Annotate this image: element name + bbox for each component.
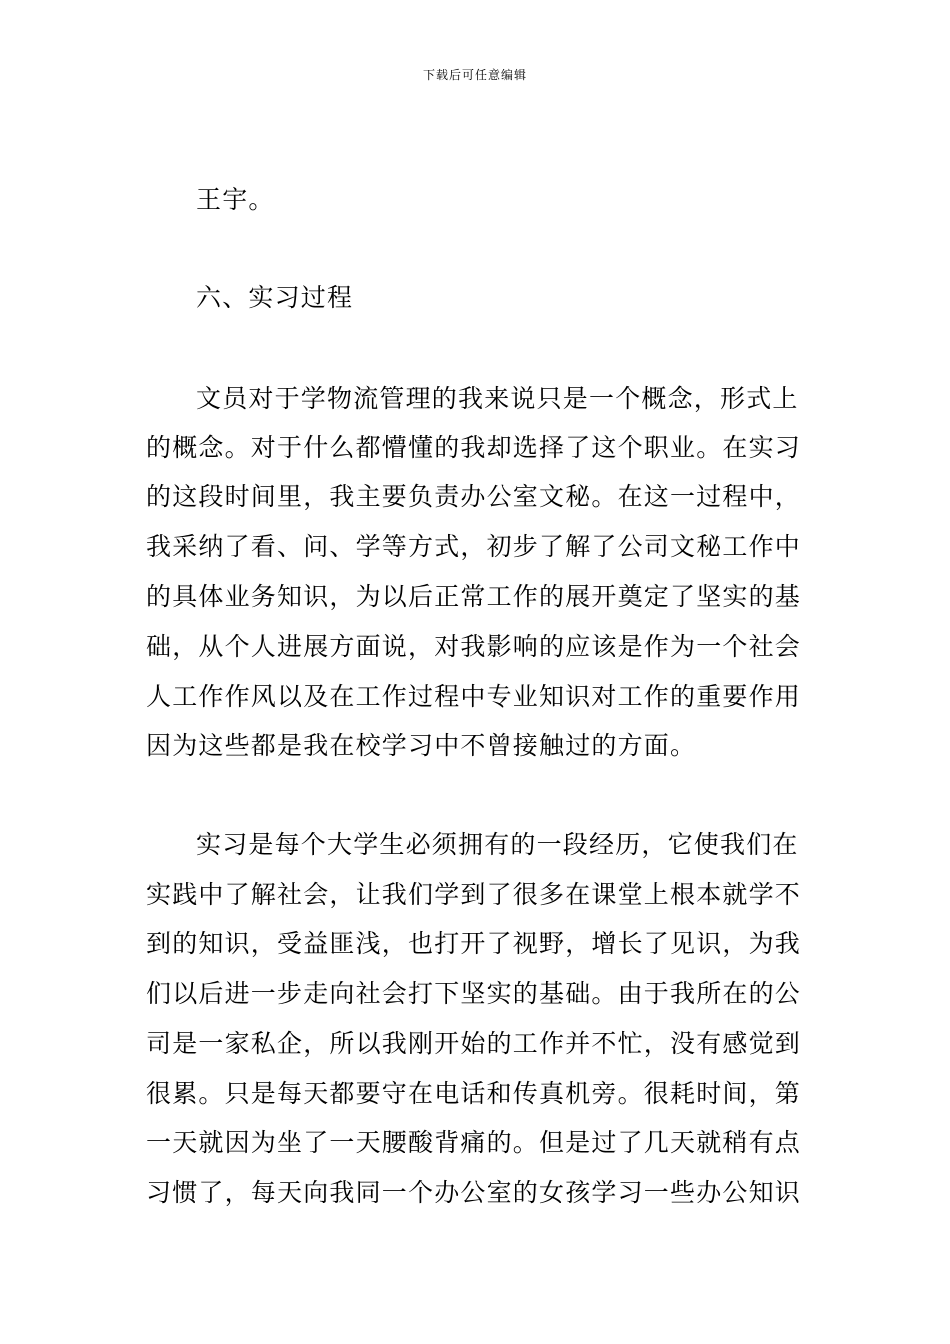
paragraph-line: 的概念。对于什么都懵懂的我却选择了这个职业。在实习 bbox=[146, 433, 802, 462]
paragraph-line: 实践中了解社会，让我们学到了很多在课堂上根本就学不 bbox=[146, 880, 802, 909]
paragraph-line: 的具体业务知识，为以后正常工作的展开奠定了坚实的基 bbox=[146, 582, 802, 611]
paragraph-line: 因为这些都是我在校学习中不曾接触过的方面。 bbox=[146, 731, 697, 760]
signature-line: 王宇。 bbox=[196, 185, 275, 214]
paragraph-line: 们以后进一步走向社会打下坚实的基础。由于我所在的公 bbox=[146, 979, 802, 1008]
paragraph-line: 础，从个人进展方面说，对我影响的应该是作为一个社会 bbox=[146, 632, 802, 661]
paragraph-line: 到的知识，受益匪浅，也打开了视野，增长了见识，为我 bbox=[146, 929, 802, 958]
page-header-note: 下载后可任意编辑 bbox=[422, 68, 527, 82]
paragraph-line: 我采纳了看、问、学等方式，初步了解了公司文秘工作中 bbox=[146, 532, 802, 561]
paragraph-line: 一天就因为坐了一天腰酸背痛的。但是过了几天就稍有点 bbox=[146, 1128, 802, 1157]
paragraph-line: 很累。只是每天都要守在电话和传真机旁。很耗时间，第 bbox=[146, 1079, 802, 1108]
paragraph-line: 习惯了，每天向我同一个办公室的女孩学习一些办公知识 bbox=[146, 1178, 802, 1207]
paragraph-line: 的这段时间里，我主要负责办公室文秘。在这一过程中， bbox=[146, 482, 802, 511]
paragraph-line: 文员对于学物流管理的我来说只是一个概念，形式上 bbox=[196, 384, 799, 413]
section-heading: 六、实习过程 bbox=[196, 283, 354, 312]
paragraph-line: 人工作作风以及在工作过程中专业知识对工作的重要作用 bbox=[146, 682, 802, 711]
paragraph-line: 实习是每个大学生必须拥有的一段经历，它使我们在 bbox=[196, 830, 799, 859]
paragraph-line: 司是一家私企，所以我刚开始的工作并不忙，没有感觉到 bbox=[146, 1029, 802, 1058]
